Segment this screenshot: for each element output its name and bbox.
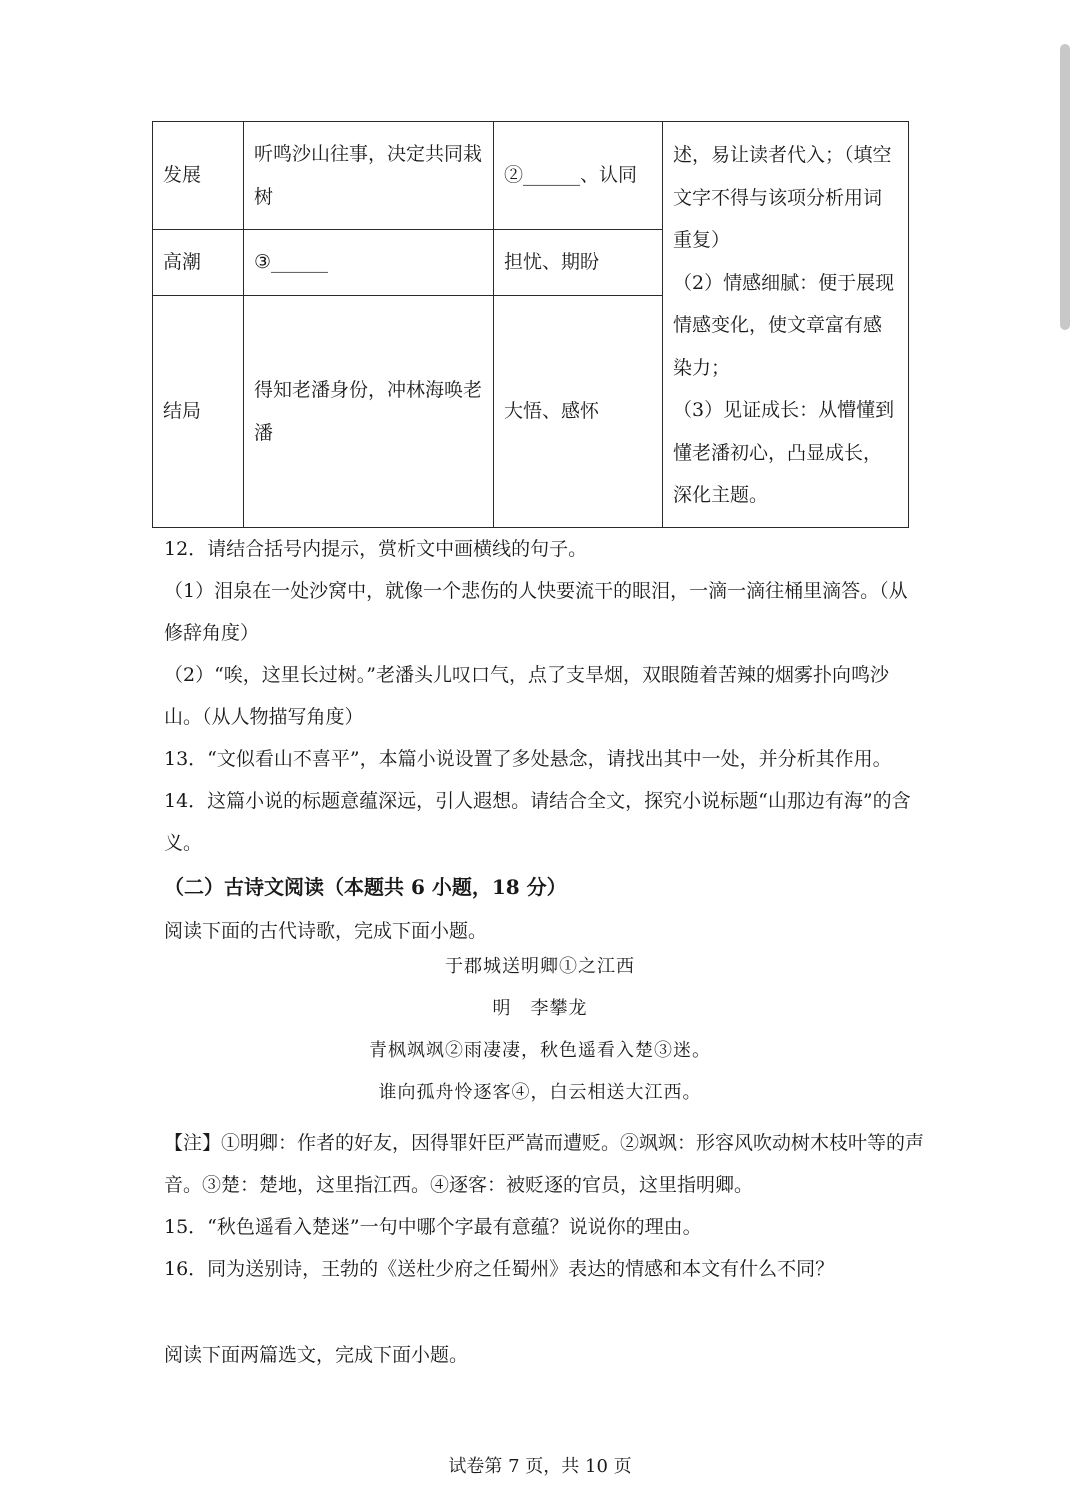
table-cell: 高潮 bbox=[153, 230, 244, 296]
table-cell: ②______、认同 bbox=[494, 122, 663, 230]
question-16: 16．同为送别诗，王勃的《送杜少府之任蜀州》表达的情感和本文有什么不同？ bbox=[164, 1258, 835, 1280]
table-cell: 发展 bbox=[153, 122, 244, 230]
question-12-2: （2）“唉，这里长过树。”老潘头儿叹口气，点了支旱烟，双眼随着苦辣的烟雾扑向鸣沙山。（从人物描写角度） bbox=[164, 664, 890, 728]
table-cell: 得知老潘身份，冲林海唤老潘 bbox=[244, 296, 494, 528]
table-row bbox=[153, 122, 909, 230]
questions-block bbox=[164, 528, 924, 864]
analysis-text: （3）见证成长：从懵懂到懂老潘初心，凸显成长，深化主题。 bbox=[673, 399, 895, 506]
table-cell: ③______ bbox=[244, 230, 494, 296]
table-cell: 听鸣沙山往事，决定共同栽树 bbox=[244, 122, 494, 230]
section-heading: （二）古诗文阅读（本题共 6 小题，18 分） bbox=[164, 875, 567, 899]
question-13: 13．“文似看山不喜平”，本篇小说设置了多处悬念，请找出其中一处，并分析其作用。 bbox=[164, 748, 892, 770]
poem-author: 明 李攀龙 bbox=[492, 998, 588, 1019]
poem-line: 谁向孤舟怜逐客④，白云相送大江西。 bbox=[378, 1082, 702, 1103]
question-12: 12．请结合括号内提示，赏析文中画横线的句子。 bbox=[164, 538, 588, 560]
table-cell: 结局 bbox=[153, 296, 244, 528]
question-15: 15．“秋色遥看入楚迷”一句中哪个字最有意蕴？说说你的理由。 bbox=[164, 1216, 702, 1238]
poem-note: 【注】①明卿：作者的好友，因得罪奸臣严嵩而遭贬。②飒飒：形容风吹动树木枝叶等的声音。③楚：楚地，这里指江西。④逐客：被贬逐的官员，这里指明卿。 bbox=[164, 1132, 925, 1196]
table-cell: 担忧、期盼 bbox=[494, 230, 663, 296]
answer-table bbox=[152, 121, 909, 528]
table-cell: 大悟、感怀 bbox=[494, 296, 663, 528]
poem-title: 于郡城送明卿①之江西 bbox=[445, 956, 635, 977]
question-12-1: （1）泪泉在一处沙窝中，就像一个悲伤的人快要流干的眼泪，一滴一滴往桶里滴答。（从修辞角度） bbox=[164, 580, 908, 644]
section-intro: 阅读下面的古代诗歌，完成下面小题。 bbox=[164, 920, 488, 942]
next-intro: 阅读下面两篇选文，完成下面小题。 bbox=[164, 1344, 469, 1366]
notes-block bbox=[164, 1122, 924, 1290]
analysis-text: 述，易让读者代入；（填空文字不得与该项分析用词重复） bbox=[673, 144, 892, 251]
scrollbar[interactable] bbox=[1060, 44, 1070, 330]
question-14: 14．这篇小说的标题意蕴深远，引人遐想。请结合全文，探究小说标题“山那边有海”的含义。 bbox=[164, 790, 911, 854]
analysis-text: （2）情感细腻：便于展现情感变化，使文章富有感染力； bbox=[673, 271, 895, 379]
page-footer: 试卷第 7 页，共 10 页 bbox=[448, 1456, 632, 1477]
analysis-cell bbox=[663, 122, 909, 528]
poem-line: 青枫飒飒②雨凄凄，秋色遥看入楚③迷。 bbox=[369, 1040, 711, 1061]
